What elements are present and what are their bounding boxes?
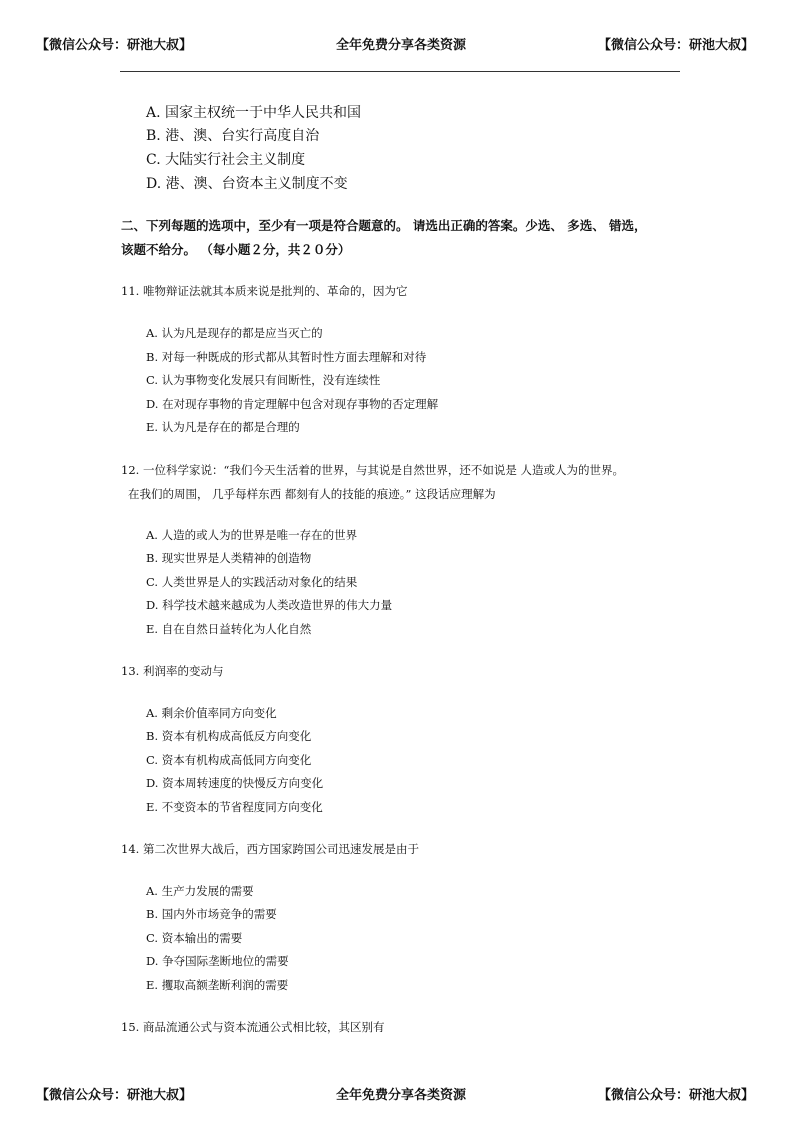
question-11-option-e: E. 认为凡是存在的都是合理的 <box>146 420 300 434</box>
option-a: A. 国家主权统一于中华人民共和国 <box>146 105 362 121</box>
question-13-stem: 13. 利润率的变动与 <box>121 664 224 678</box>
question-11-stem: 11. 唯物辩证法就其本质来说是批判的、革命的，因为它 <box>121 284 408 298</box>
question-12-option-c: C. 人类世界是人的实践活动对象化的结果 <box>146 575 358 589</box>
question-13-option-a: A. 剩余价值率同方向变化 <box>146 706 277 720</box>
footer-right: 【微信公众号：研池大叔】 <box>598 1088 755 1103</box>
question-14-option-d: D. 争夺国际垄断地位的需要 <box>146 954 289 968</box>
question-13-option-d: D. 资本周转速度的快慢反方向变化 <box>146 776 324 790</box>
footer-center: 全年免费分享各类资源 <box>336 1088 467 1103</box>
question-12-option-e: E. 自在自然日益转化为人化自然 <box>146 622 312 636</box>
question-12-option-a: A. 人造的或人为的世界是唯一存在的世界 <box>146 528 358 542</box>
question-12-option-d: D. 科学技术越来越成为人类改造世界的伟大力量 <box>146 598 393 612</box>
question-12-stem-line1: 12. 一位科学家说：“我们今天生活着的世界，与其说是自然世界，还不如说是 人造或人为的世界。 <box>121 463 624 477</box>
header-center: 全年免费分享各类资源 <box>336 38 467 53</box>
question-12-stem-line2: 在我们的周围， 几乎每样东西 都刻有人的技能的痕迹。” 这段话应理解为 <box>128 487 496 501</box>
option-c: C. 大陆实行社会主义制度 <box>146 152 306 168</box>
header-divider <box>120 71 680 72</box>
question-11-option-a: A. 认为凡是现存的都是应当灭亡的 <box>146 326 323 340</box>
question-11-option-b: B. 对每一种既成的形式都从其暂时性方面去理解和对待 <box>146 350 427 364</box>
question-11-option-c: C. 认为事物变化发展只有间断性，没有连续性 <box>146 373 381 387</box>
question-14-option-e: E. 攫取高额垄断利润的需要 <box>146 978 289 992</box>
header-left: 【微信公众号：研池大叔】 <box>36 38 193 53</box>
question-14-option-c: C. 资本输出的需要 <box>146 931 243 945</box>
question-14-option-b: B. 国内外市场竞争的需要 <box>146 907 277 921</box>
question-11-option-d: D. 在对现存事物的肯定理解中包含对现存事物的否定理解 <box>146 397 439 411</box>
question-13-option-b: B. 资本有机构成高低反方向变化 <box>146 729 312 743</box>
question-14-option-a: A. 生产力发展的需要 <box>146 884 254 898</box>
question-13-option-e: E. 不变资本的节省程度同方向变化 <box>146 800 323 814</box>
header-right: 【微信公众号：研池大叔】 <box>598 38 755 53</box>
question-14-stem: 14. 第二次世界大战后，西方国家跨国公司迅速发展是由于 <box>121 842 419 856</box>
section-heading-line1: 二、下列每题的选项中，至少有一项是符合题意的。 请选出正确的答案。少选、 多选、 错选， <box>121 218 647 233</box>
section-heading-line2: 该题不给分。 （每小题２分，共２０分） <box>121 242 351 257</box>
footer-left: 【微信公众号：研池大叔】 <box>36 1088 193 1103</box>
question-15-stem: 15. 商品流通公式与资本流通公式相比较，其区别有 <box>121 1020 385 1034</box>
option-b: B. 港、澳、台实行高度自治 <box>146 128 320 144</box>
question-12-option-b: B. 现实世界是人类精神的创造物 <box>146 551 312 565</box>
option-d: D. 港、澳、台资本主义制度不变 <box>146 176 348 192</box>
question-13-option-c: C. 资本有机构成高低同方向变化 <box>146 753 312 767</box>
